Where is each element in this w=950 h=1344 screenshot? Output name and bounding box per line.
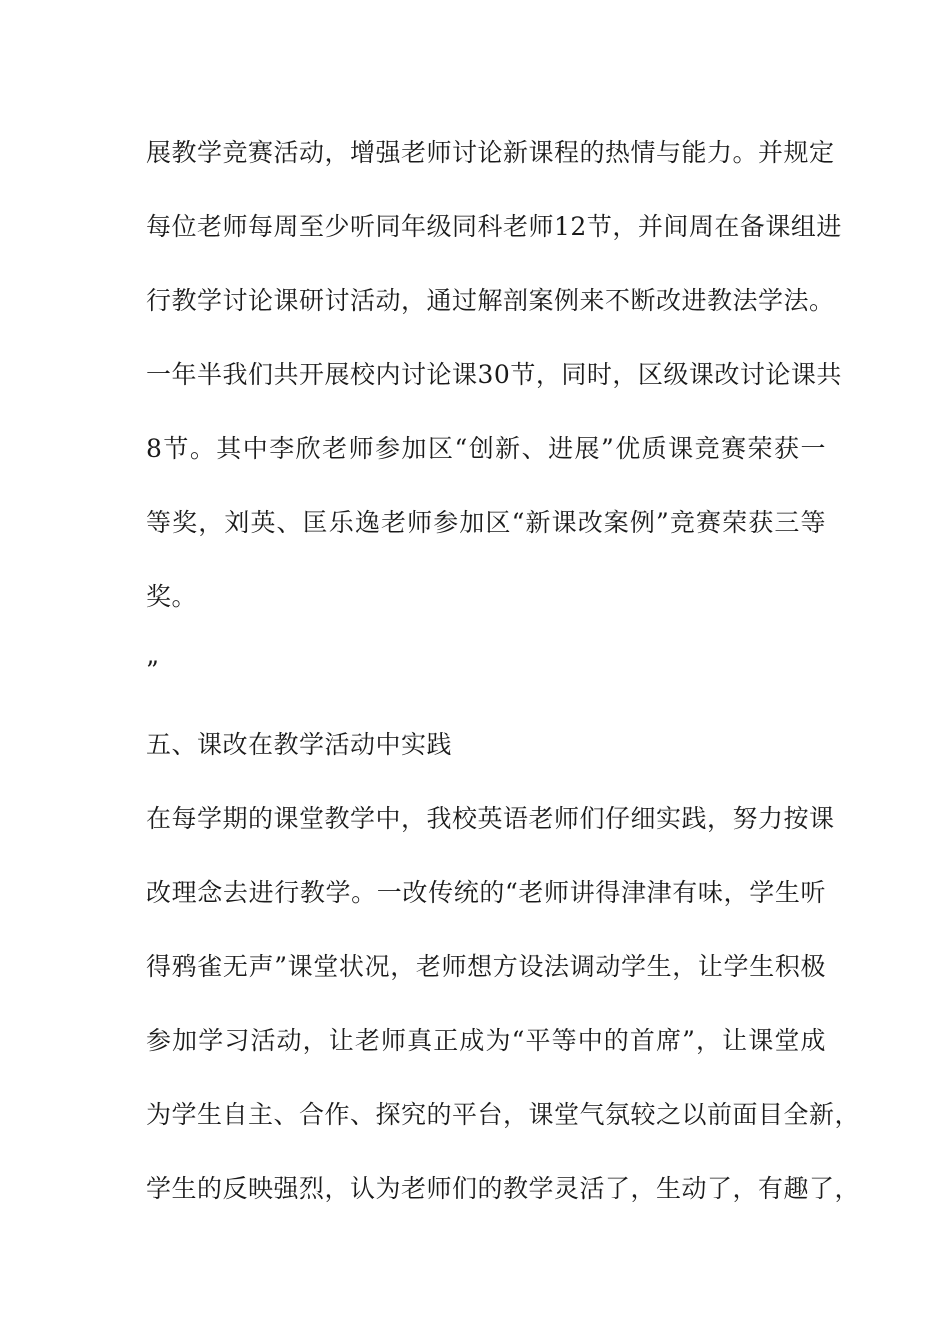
closing-quote-line: ” bbox=[146, 656, 160, 685]
paragraph-line: 行教学讨论课研讨活动，通过解剖案例来不断改进教法学法。 bbox=[146, 286, 835, 315]
section-heading: 五、课改在教学活动中实践 bbox=[146, 730, 453, 759]
paragraph-line: 等奖，刘英、匡乐逸老师参加区“新课改案例”竞赛荣获三等 bbox=[146, 508, 826, 537]
paragraph-line: 一年半我们共开展校内讨论课30节，同时，区级课改讨论课共 bbox=[146, 360, 842, 389]
paragraph-line: 参加学习活动，让老师真正成为“平等中的首席”，让课堂成 bbox=[146, 1026, 826, 1055]
paragraph-line: 展教学竞赛活动，增强老师讨论新课程的热情与能力。并规定 bbox=[146, 138, 835, 167]
paragraph-line: 在每学期的课堂教学中，我校英语老师们仔细实践，努力按课 bbox=[146, 804, 835, 833]
paragraph-line: 每位老师每周至少听同年级同科老师12节，并间周在备课组进 bbox=[146, 212, 842, 241]
paragraph-line: 得鸦雀无声”课堂状况，老师想方设法调动学生，让学生积极 bbox=[146, 952, 826, 981]
paragraph-line: 改理念去进行教学。一改传统的“老师讲得津津有味，学生听 bbox=[146, 878, 826, 907]
paragraph-line: 8节。其中李欣老师参加区“创新、进展”优质课竞赛荣获一 bbox=[146, 434, 826, 463]
paragraph-line: 为学生自主、合作、探究的平台，课堂气氛较之以前面目全新， bbox=[146, 1100, 861, 1129]
paragraph-line: 学生的反映强烈，认为老师们的教学灵活了，生动了，有趣了， bbox=[146, 1174, 861, 1203]
paragraph-line: 奖。 bbox=[146, 582, 198, 611]
